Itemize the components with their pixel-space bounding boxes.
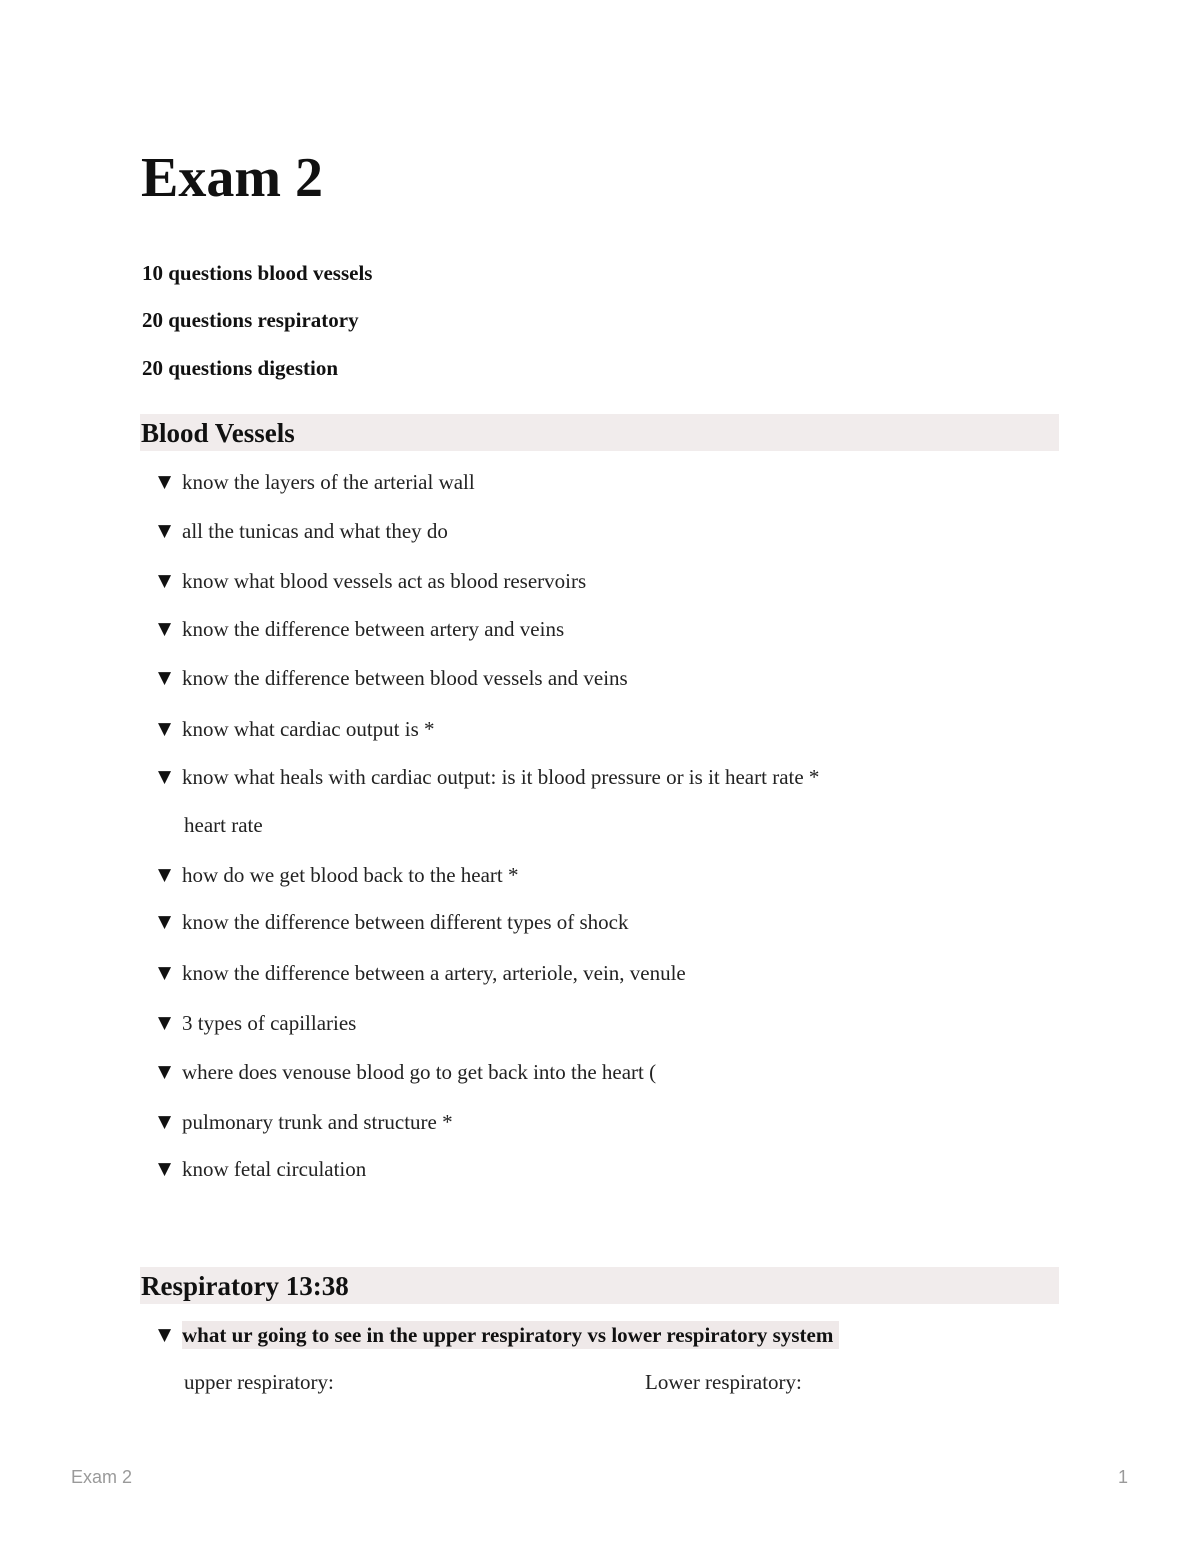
- triangle-down-icon[interactable]: ▼: [158, 865, 172, 885]
- triangle-down-icon[interactable]: ▼: [158, 1013, 172, 1033]
- triangle-down-icon[interactable]: ▼: [158, 1062, 172, 1082]
- list-item-text: know what blood vessels act as blood reservoirs: [182, 569, 587, 593]
- list-item-text: know what cardiac output is *: [182, 717, 435, 741]
- list-item-text: how do we get blood back to the heart *: [182, 863, 519, 887]
- list-item-text: 3 types of capillaries: [182, 1011, 357, 1035]
- answer-note: heart rate: [184, 813, 263, 837]
- list-item-text: what ur going to see in the upper respiratory vs lower respiratory system: [182, 1321, 839, 1349]
- triangle-down-icon[interactable]: ▼: [158, 767, 172, 787]
- list-item-text: pulmonary trunk and structure *: [182, 1110, 453, 1134]
- triangle-down-icon[interactable]: ▼: [158, 963, 172, 983]
- footer-doc-title: Exam 2: [71, 1467, 133, 1487]
- column-label-upper: upper respiratory:: [184, 1370, 334, 1394]
- triangle-down-icon[interactable]: ▼: [158, 619, 172, 639]
- list-item-text: know fetal circulation: [182, 1157, 367, 1181]
- summary-line: 20 questions respiratory: [142, 308, 359, 332]
- triangle-down-icon[interactable]: ▼: [158, 1159, 172, 1179]
- triangle-down-icon[interactable]: ▼: [158, 912, 172, 932]
- page-number: 1: [1118, 1467, 1129, 1487]
- document-title: Exam 2: [141, 147, 323, 209]
- column-label-lower: Lower respiratory:: [645, 1370, 802, 1394]
- list-item-text: where does venouse blood go to get back into the heart (: [182, 1060, 657, 1084]
- list-item-text: all the tunicas and what they do: [182, 519, 448, 543]
- list-item-text: know what heals with cardiac output: is it blood pressure or is it heart rate *: [182, 765, 820, 789]
- triangle-down-icon[interactable]: ▼: [158, 1325, 172, 1345]
- list-item-text: know the difference between artery and veins: [182, 617, 565, 641]
- list-item-text: know the difference between a artery, arteriole, vein, venule: [182, 961, 686, 985]
- triangle-down-icon[interactable]: ▼: [158, 668, 172, 688]
- list-item-text: know the difference between different types of shock: [182, 910, 629, 934]
- triangle-down-icon[interactable]: ▼: [158, 1112, 172, 1132]
- summary-line: 10 questions blood vessels: [142, 261, 373, 285]
- section-heading-blood-vessels: Blood Vessels: [140, 414, 1059, 451]
- triangle-down-icon[interactable]: ▼: [158, 521, 172, 541]
- triangle-down-icon[interactable]: ▼: [158, 472, 172, 492]
- section-heading-respiratory: Respiratory 13:38: [140, 1267, 1059, 1304]
- triangle-down-icon[interactable]: ▼: [158, 719, 172, 739]
- triangle-down-icon[interactable]: ▼: [158, 571, 172, 591]
- summary-line: 20 questions digestion: [142, 356, 339, 380]
- list-item-text: know the layers of the arterial wall: [182, 470, 475, 494]
- list-item-text: know the difference between blood vessels and veins: [182, 666, 628, 690]
